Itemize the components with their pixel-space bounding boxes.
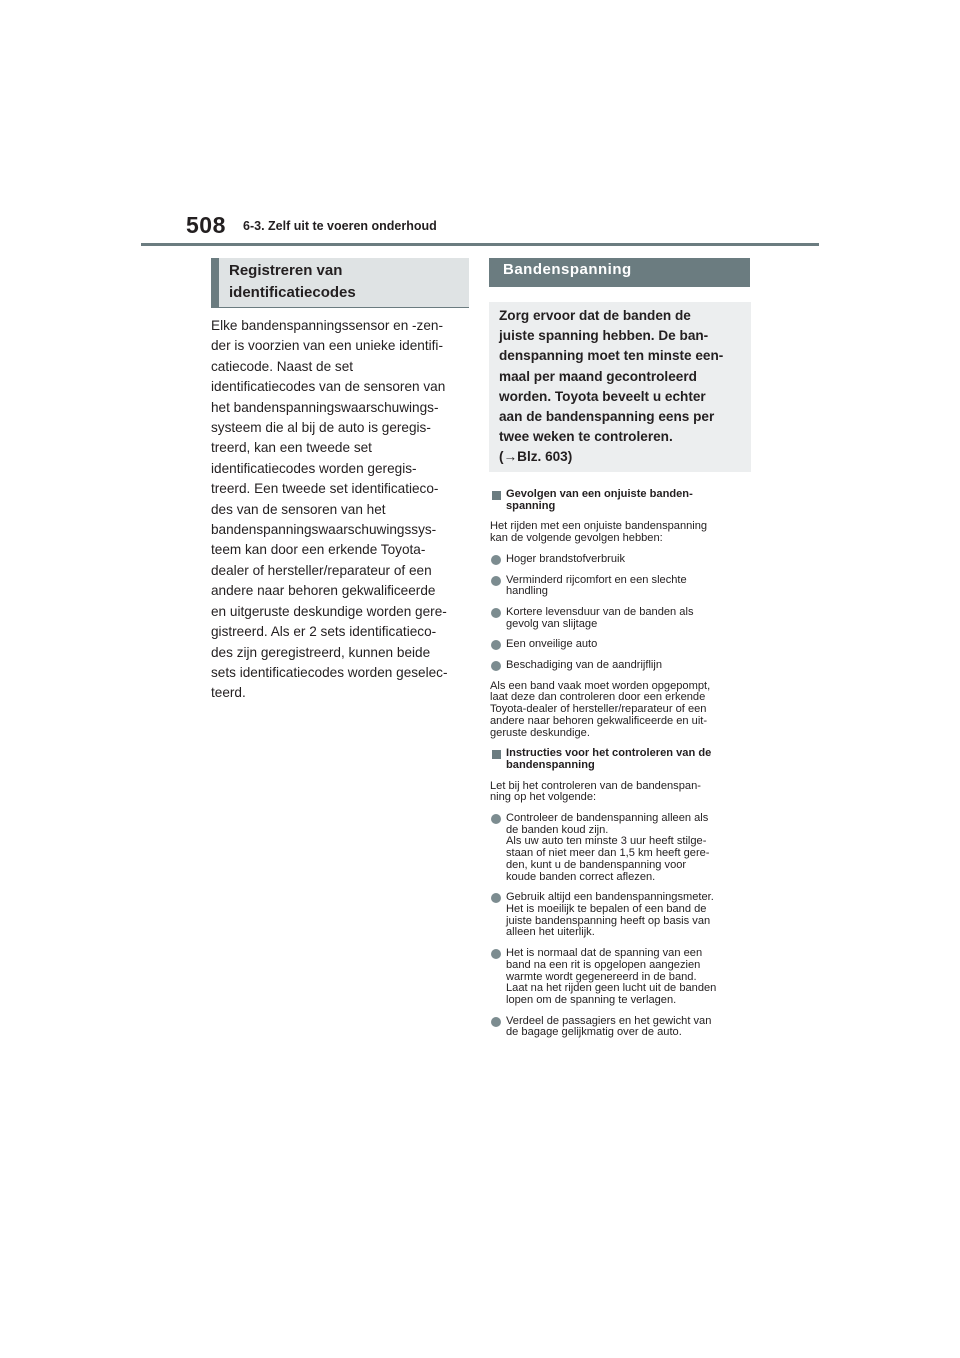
list-item-line: Laat na het rijden geen lucht uit de banden: [506, 982, 717, 995]
body-line: catiecode. Naast de set: [211, 358, 354, 374]
paragraph-line: andere naar behoren gekwalificeerde en uit-: [490, 714, 708, 727]
list-item-line: warmte wordt gegenereerd in de band.: [506, 970, 697, 983]
list-item-line: Controleer de bandenspanning alleen als: [506, 812, 709, 825]
summary-line: Zorg ervoor dat de banden de: [499, 308, 691, 323]
summary-box: [489, 302, 751, 472]
body-line: identificatiecodes van de sensoren van: [211, 379, 446, 395]
list-item: [481, 1016, 756, 1039]
heading-line: Registreren van: [229, 262, 343, 279]
circle-bullet-icon: [491, 640, 501, 650]
list-item: [481, 813, 756, 883]
list-item-line: juiste bandenspanning heeft op basis van: [506, 914, 711, 927]
list-item-line: staan of niet meer dan 1,5 km heeft gere-: [506, 847, 710, 860]
list-item-line: handling: [506, 585, 548, 598]
page-number: 508: [186, 212, 226, 238]
square-bullet-icon: [492, 750, 501, 759]
summary-line: maal per maand gecontroleerd: [499, 368, 697, 384]
body-line: dealer of hersteller/reparateur of een: [211, 562, 432, 578]
summary-line: twee weken te controleren.: [499, 429, 673, 445]
subsection-heading-gevolgen: [481, 489, 756, 512]
list-item: [481, 948, 756, 1007]
paragraph: [481, 781, 756, 804]
body-line: andere naar behoren gekwalificeerde: [211, 583, 436, 599]
section-heading-registreren: [211, 258, 469, 308]
circle-bullet-icon: [491, 814, 501, 824]
list-item: [481, 575, 756, 598]
body-line: Elke bandenspanningssensor en -zen-: [211, 318, 444, 333]
body-line: teem kan door een erkende Toyota-: [211, 542, 426, 558]
subsection-heading-instructies: [481, 748, 756, 771]
list-item-line: Een onveilige auto: [506, 638, 598, 651]
summary-line: juiste spanning hebben. De ban-: [499, 328, 709, 344]
list-item-line: Gebruik altijd een bandenspanningsmeter.: [506, 891, 714, 904]
paragraph-line: Toyota-dealer of hersteller/reparateur of een: [490, 703, 707, 716]
subsection-title-line: bandenspanning: [506, 758, 595, 771]
body-line: en uitgeruste deskundige worden gere-: [211, 603, 447, 619]
paragraph-line: laat deze dan controleren door een erkende: [490, 691, 706, 704]
body-line: bandenspanningswaarschuwingssys-: [211, 522, 437, 538]
section-heading-bandenspanning: Bandenspanning: [489, 258, 750, 287]
list-item: [481, 607, 756, 630]
circle-bullet-icon: [491, 949, 501, 959]
list-item-line: Het is normaal dat de spanning van een: [506, 947, 703, 960]
list-item-line: den, kunt u de bandenspanning voor: [506, 858, 687, 871]
page-reference: (→Blz. 603): [499, 449, 573, 465]
summary-line: worden. Toyota beveelt u echter: [499, 388, 706, 404]
list-item: [481, 554, 756, 566]
right-body-text: [481, 489, 756, 1048]
body-line: treerd. Een tweede set identificatieco-: [211, 481, 439, 497]
summary-line: aan de bandenspanning eens per: [499, 409, 715, 425]
list-item-line: Als uw auto ten minste 3 uur heeft stilge-: [506, 835, 707, 848]
circle-bullet-icon: [491, 1017, 501, 1027]
header-rule: [141, 243, 819, 246]
body-line: systeem die al bij de auto is geregis-: [211, 420, 431, 436]
body-line: identificatiecodes worden geregis-: [211, 460, 417, 476]
circle-bullet-icon: [491, 608, 501, 618]
paragraph-line: Het rijden met een onjuiste bandenspanning: [490, 520, 708, 533]
list-item-line: Kortere levensduur van de banden als: [506, 605, 694, 618]
body-line: gistreerd. Als er 2 sets identificatieco-: [211, 624, 437, 640]
body-line: des van de sensoren van het: [211, 501, 386, 517]
body-line: treerd, kan een tweede set: [211, 440, 372, 456]
list-item-line: Verdeel de passagiers en het gewicht van: [506, 1014, 712, 1027]
body-line: des zijn geregistreerd, kunnen beide: [211, 644, 431, 660]
list-item-line: Het is moeilijk te bepalen of een band de: [506, 902, 707, 915]
paragraph-line: Als een band vaak moet worden opgepompt,: [490, 679, 711, 692]
circle-bullet-icon: [491, 661, 501, 671]
left-body-text: [211, 316, 473, 704]
list-item-line: Hoger brandstofverbruik: [506, 552, 626, 565]
list-item-line: de bagage gelijkmatig over de auto.: [506, 1026, 682, 1039]
list-item-line: koude banden correct aflezen.: [506, 870, 656, 883]
subsection-title-line: Instructies voor het controleren van de: [506, 747, 712, 760]
paragraph-line: ning op het volgende:: [490, 791, 597, 804]
subsection-title-line: spanning: [506, 499, 556, 512]
body-line: der is voorzien van een unieke identifi-: [211, 338, 443, 354]
list-item-line: Verminderd rijcomfort en een slechte: [506, 573, 687, 586]
list-item-line: de banden koud zijn.: [506, 823, 609, 836]
paragraph: [481, 681, 756, 740]
list-item: [481, 660, 756, 672]
circle-bullet-icon: [491, 893, 501, 903]
paragraph-line: kan de volgende gevolgen hebben:: [490, 532, 663, 545]
paragraph-line: Let bij het controleren van de bandenspan-: [490, 779, 701, 792]
subsection-title-line: Gevolgen van een onjuiste banden-: [506, 488, 693, 500]
heading-line: identificatiecodes: [229, 284, 356, 301]
square-bullet-icon: [492, 491, 501, 500]
list-item-line: lopen om de spanning te verlagen.: [506, 993, 677, 1006]
paragraph: [481, 521, 756, 544]
list-item-line: alleen het uiterlijk.: [506, 926, 595, 939]
list-item-line: gevolg van slijtage: [506, 617, 598, 630]
body-line: sets identificatiecodes worden geselec-: [211, 664, 448, 680]
body-line: teerd.: [211, 685, 246, 701]
circle-bullet-icon: [491, 555, 501, 565]
summary-line: denspanning moet ten minste een-: [499, 348, 724, 364]
list-item-line: Beschadiging van de aandrijflijn: [506, 659, 663, 672]
list-item: [481, 639, 756, 651]
list-item-line: band na een rit is opgelopen aangezien: [506, 958, 701, 971]
chapter-title: 6-3. Zelf uit te voeren onderhoud: [243, 219, 437, 233]
circle-bullet-icon: [491, 576, 501, 586]
body-line: het bandenspanningswaarschuwings-: [211, 399, 439, 415]
paragraph-line: geruste deskundige.: [490, 726, 590, 739]
list-item: [481, 892, 756, 939]
